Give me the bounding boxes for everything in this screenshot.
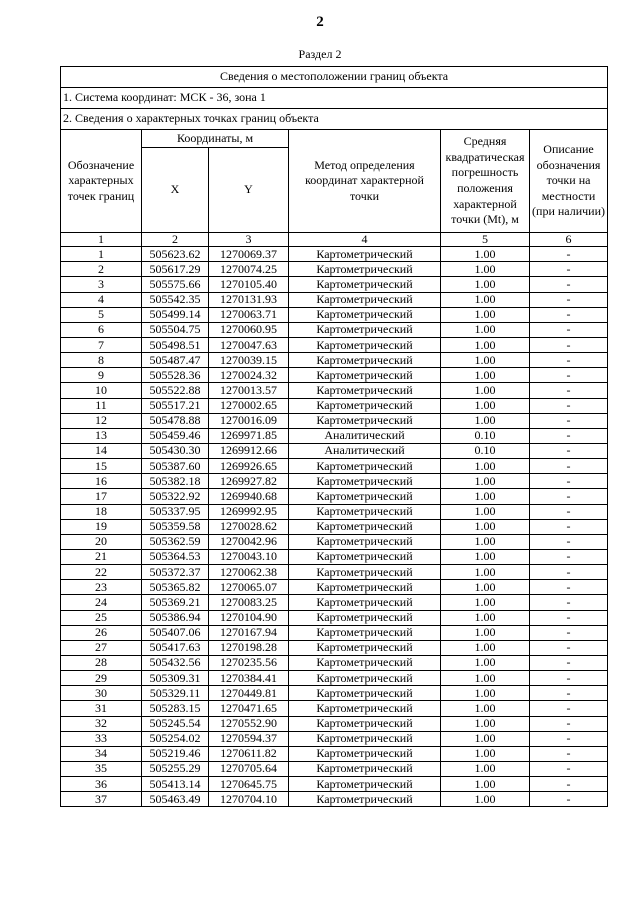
y-coordinate-cell: 1270083.25	[209, 595, 289, 610]
y-coordinate-cell: 1270002.65	[209, 398, 289, 413]
error-cell: 1.00	[441, 610, 530, 625]
method-cell: Картометрический	[289, 307, 441, 322]
point-number-cell: 20	[61, 534, 142, 549]
y-coordinate-cell: 1270611.82	[209, 746, 289, 761]
point-number-cell: 36	[61, 777, 142, 792]
table-row	[61, 777, 608, 792]
y-coordinate-cell: 1269992.95	[209, 504, 289, 519]
header-method: Метод определения координат характерной точки	[289, 130, 441, 233]
point-number-cell: 14	[61, 444, 142, 459]
method-cell: Картометрический	[289, 792, 441, 807]
error-cell: 1.00	[441, 277, 530, 292]
column-number: 1	[61, 233, 142, 247]
y-coordinate-cell: 1270449.81	[209, 686, 289, 701]
y-coordinate-cell: 1270060.95	[209, 322, 289, 337]
table-row	[61, 701, 608, 716]
point-number-cell: 27	[61, 640, 142, 655]
y-coordinate-cell: 1270042.96	[209, 534, 289, 549]
y-coordinate-cell: 1270471.65	[209, 701, 289, 716]
table-row	[61, 307, 608, 322]
x-coordinate-cell: 505364.53	[142, 550, 209, 565]
table-row	[61, 292, 608, 307]
description-cell: -	[530, 595, 608, 610]
x-coordinate-cell: 505255.29	[142, 761, 209, 776]
x-coordinate-cell: 505623.62	[142, 247, 209, 262]
description-cell: -	[530, 792, 608, 807]
description-cell: -	[530, 504, 608, 519]
point-number-cell: 34	[61, 746, 142, 761]
table-row	[61, 277, 608, 292]
method-cell: Картометрический	[289, 610, 441, 625]
table-row	[61, 580, 608, 595]
method-cell: Картометрический	[289, 671, 441, 686]
method-cell: Картометрический	[289, 368, 441, 383]
y-coordinate-cell: 1270105.40	[209, 277, 289, 292]
description-cell: -	[530, 489, 608, 504]
method-cell: Картометрический	[289, 565, 441, 580]
method-cell: Аналитический	[289, 444, 441, 459]
description-cell: -	[530, 368, 608, 383]
x-coordinate-cell: 505575.66	[142, 277, 209, 292]
table-row	[61, 716, 608, 731]
error-cell: 1.00	[441, 262, 530, 277]
error-cell: 1.00	[441, 353, 530, 368]
table-row	[61, 671, 608, 686]
error-cell: 1.00	[441, 640, 530, 655]
point-number-cell: 37	[61, 792, 142, 807]
table-row	[61, 550, 608, 565]
x-coordinate-cell: 505430.30	[142, 444, 209, 459]
error-cell: 1.00	[441, 550, 530, 565]
y-coordinate-cell: 1270063.71	[209, 307, 289, 322]
error-cell: 1.00	[441, 655, 530, 670]
description-cell: -	[530, 338, 608, 353]
point-number-cell: 16	[61, 474, 142, 489]
point-number-cell: 23	[61, 580, 142, 595]
method-cell: Картометрический	[289, 686, 441, 701]
point-number-cell: 17	[61, 489, 142, 504]
table-row	[61, 761, 608, 776]
x-coordinate-cell: 505432.56	[142, 655, 209, 670]
table-row	[61, 368, 608, 383]
y-coordinate-cell: 1269927.82	[209, 474, 289, 489]
description-cell: -	[530, 580, 608, 595]
x-coordinate-cell: 505254.02	[142, 731, 209, 746]
y-coordinate-cell: 1270074.25	[209, 262, 289, 277]
boundary-points-table	[60, 66, 608, 807]
y-coordinate-cell: 1269926.65	[209, 459, 289, 474]
description-cell: -	[530, 519, 608, 534]
method-cell: Картометрический	[289, 640, 441, 655]
table-row	[61, 746, 608, 761]
method-cell: Картометрический	[289, 504, 441, 519]
y-coordinate-cell: 1270062.38	[209, 565, 289, 580]
table-row	[61, 565, 608, 580]
error-cell: 1.00	[441, 459, 530, 474]
point-number-cell: 15	[61, 459, 142, 474]
x-coordinate-cell: 505542.35	[142, 292, 209, 307]
error-cell: 1.00	[441, 368, 530, 383]
column-number: 5	[441, 233, 530, 247]
y-coordinate-cell: 1270552.90	[209, 716, 289, 731]
error-cell: 1.00	[441, 686, 530, 701]
method-cell: Картометрический	[289, 398, 441, 413]
header-coordinates: Координаты, м	[142, 130, 289, 148]
method-cell: Картометрический	[289, 761, 441, 776]
table-row	[61, 640, 608, 655]
point-number-cell: 4	[61, 292, 142, 307]
description-cell: -	[530, 761, 608, 776]
description-cell: -	[530, 701, 608, 716]
method-cell: Картометрический	[289, 655, 441, 670]
column-number: 6	[530, 233, 608, 247]
x-coordinate-cell: 505329.11	[142, 686, 209, 701]
error-cell: 1.00	[441, 413, 530, 428]
x-coordinate-cell: 505463.49	[142, 792, 209, 807]
points-section-title: 2. Сведения о характерных точках границ объекта	[61, 109, 608, 130]
description-cell: -	[530, 474, 608, 489]
x-coordinate-cell: 505407.06	[142, 625, 209, 640]
column-number: 2	[142, 233, 209, 247]
point-number-cell: 31	[61, 701, 142, 716]
table-row	[61, 383, 608, 398]
error-cell: 1.00	[441, 761, 530, 776]
point-number-cell: 25	[61, 610, 142, 625]
y-coordinate-cell: 1270704.10	[209, 792, 289, 807]
header-y: Y	[209, 148, 289, 233]
x-coordinate-cell: 505498.51	[142, 338, 209, 353]
point-number-cell: 28	[61, 655, 142, 670]
x-coordinate-cell: 505309.31	[142, 671, 209, 686]
y-coordinate-cell: 1270104.90	[209, 610, 289, 625]
description-cell: -	[530, 322, 608, 337]
description-cell: -	[530, 671, 608, 686]
y-coordinate-cell: 1270024.32	[209, 368, 289, 383]
description-cell: -	[530, 610, 608, 625]
point-number-cell: 8	[61, 353, 142, 368]
point-number-cell: 18	[61, 504, 142, 519]
point-number-cell: 2	[61, 262, 142, 277]
point-number-cell: 24	[61, 595, 142, 610]
x-coordinate-cell: 505337.95	[142, 504, 209, 519]
point-number-cell: 30	[61, 686, 142, 701]
error-cell: 1.00	[441, 307, 530, 322]
error-cell: 1.00	[441, 565, 530, 580]
error-cell: 1.00	[441, 746, 530, 761]
table-body	[61, 247, 608, 807]
method-cell: Аналитический	[289, 428, 441, 443]
method-cell: Картометрический	[289, 413, 441, 428]
method-cell: Картометрический	[289, 474, 441, 489]
point-number-cell: 1	[61, 247, 142, 262]
table-row	[61, 444, 608, 459]
method-cell: Картометрический	[289, 595, 441, 610]
error-cell: 1.00	[441, 383, 530, 398]
y-coordinate-cell: 1270705.64	[209, 761, 289, 776]
description-cell: -	[530, 686, 608, 701]
x-coordinate-cell: 505219.46	[142, 746, 209, 761]
method-cell: Картометрический	[289, 716, 441, 731]
method-cell: Картометрический	[289, 262, 441, 277]
method-cell: Картометрический	[289, 292, 441, 307]
error-cell: 1.00	[441, 534, 530, 549]
column-number: 3	[209, 233, 289, 247]
header-point: Обозначение характерных точек границ	[61, 130, 142, 233]
x-coordinate-cell: 505283.15	[142, 701, 209, 716]
table-row	[61, 428, 608, 443]
method-cell: Картометрический	[289, 338, 441, 353]
table-row	[61, 398, 608, 413]
table-row	[61, 686, 608, 701]
description-cell: -	[530, 716, 608, 731]
table-row	[61, 413, 608, 428]
method-cell: Картометрический	[289, 534, 441, 549]
header-x: X	[142, 148, 209, 233]
y-coordinate-cell: 1269940.68	[209, 489, 289, 504]
method-cell: Картометрический	[289, 519, 441, 534]
point-number-cell: 35	[61, 761, 142, 776]
y-coordinate-cell: 1270065.07	[209, 580, 289, 595]
point-number-cell: 9	[61, 368, 142, 383]
error-cell: 1.00	[441, 580, 530, 595]
error-cell: 1.00	[441, 398, 530, 413]
table-row	[61, 474, 608, 489]
method-cell: Картометрический	[289, 383, 441, 398]
page-number: 2	[316, 14, 324, 30]
error-cell: 1.00	[441, 595, 530, 610]
x-coordinate-cell: 505459.46	[142, 428, 209, 443]
description-cell: -	[530, 550, 608, 565]
description-cell: -	[530, 444, 608, 459]
x-coordinate-cell: 505362.59	[142, 534, 209, 549]
error-cell: 1.00	[441, 701, 530, 716]
table-row	[61, 322, 608, 337]
point-number-cell: 6	[61, 322, 142, 337]
method-cell: Картометрический	[289, 580, 441, 595]
point-number-cell: 3	[61, 277, 142, 292]
point-number-cell: 26	[61, 625, 142, 640]
header-error: Средняя квадратическая погрешность положения характерной точки (Mt), м	[441, 130, 530, 233]
point-number-cell: 10	[61, 383, 142, 398]
method-cell: Картометрический	[289, 247, 441, 262]
x-coordinate-cell: 505387.60	[142, 459, 209, 474]
point-number-cell: 5	[61, 307, 142, 322]
point-number-cell: 21	[61, 550, 142, 565]
table-row	[61, 262, 608, 277]
x-coordinate-cell: 505517.21	[142, 398, 209, 413]
error-cell: 0.10	[441, 444, 530, 459]
table-row	[61, 338, 608, 353]
description-cell: -	[530, 277, 608, 292]
table-row	[61, 595, 608, 610]
method-cell: Картометрический	[289, 277, 441, 292]
y-coordinate-cell: 1270594.37	[209, 731, 289, 746]
coordinate-system: 1. Система координат: МСК - 36, зона 1	[61, 88, 608, 109]
x-coordinate-cell: 505386.94	[142, 610, 209, 625]
table-row	[61, 519, 608, 534]
description-cell: -	[530, 428, 608, 443]
description-cell: -	[530, 625, 608, 640]
error-cell: 1.00	[441, 731, 530, 746]
column-number: 4	[289, 233, 441, 247]
table-row	[61, 792, 608, 807]
point-number-cell: 11	[61, 398, 142, 413]
y-coordinate-cell: 1270043.10	[209, 550, 289, 565]
description-cell: -	[530, 247, 608, 262]
x-coordinate-cell: 505617.29	[142, 262, 209, 277]
error-cell: 1.00	[441, 792, 530, 807]
error-cell: 1.00	[441, 519, 530, 534]
description-cell: -	[530, 353, 608, 368]
table-row	[61, 655, 608, 670]
point-number-cell: 32	[61, 716, 142, 731]
point-number-cell: 33	[61, 731, 142, 746]
description-cell: -	[530, 262, 608, 277]
x-coordinate-cell: 505365.82	[142, 580, 209, 595]
table-row	[61, 353, 608, 368]
description-cell: -	[530, 383, 608, 398]
description-cell: -	[530, 413, 608, 428]
error-cell: 1.00	[441, 625, 530, 640]
table-row	[61, 625, 608, 640]
description-cell: -	[530, 292, 608, 307]
x-coordinate-cell: 505359.58	[142, 519, 209, 534]
y-coordinate-cell: 1270198.28	[209, 640, 289, 655]
method-cell: Картометрический	[289, 777, 441, 792]
x-coordinate-cell: 505478.88	[142, 413, 209, 428]
y-coordinate-cell: 1269971.85	[209, 428, 289, 443]
error-cell: 1.00	[441, 716, 530, 731]
method-cell: Картометрический	[289, 746, 441, 761]
method-cell: Картометрический	[289, 489, 441, 504]
point-number-cell: 19	[61, 519, 142, 534]
error-cell: 1.00	[441, 671, 530, 686]
y-coordinate-cell: 1270235.56	[209, 655, 289, 670]
method-cell: Картометрический	[289, 550, 441, 565]
x-coordinate-cell: 505245.54	[142, 716, 209, 731]
header-description: Описание обозначения точки на местности (при наличии)	[530, 130, 608, 233]
description-cell: -	[530, 459, 608, 474]
x-coordinate-cell: 505413.14	[142, 777, 209, 792]
method-cell: Картометрический	[289, 459, 441, 474]
x-coordinate-cell: 505322.92	[142, 489, 209, 504]
section-label: Раздел 2	[298, 47, 342, 61]
point-number-cell: 7	[61, 338, 142, 353]
y-coordinate-cell: 1270131.93	[209, 292, 289, 307]
x-coordinate-cell: 505487.47	[142, 353, 209, 368]
description-cell: -	[530, 307, 608, 322]
description-cell: -	[530, 731, 608, 746]
table-title: Сведения о местоположении границ объекта	[61, 67, 608, 88]
y-coordinate-cell: 1270384.41	[209, 671, 289, 686]
error-cell: 1.00	[441, 489, 530, 504]
y-coordinate-cell: 1270016.09	[209, 413, 289, 428]
x-coordinate-cell: 505372.37	[142, 565, 209, 580]
y-coordinate-cell: 1270167.94	[209, 625, 289, 640]
description-cell: -	[530, 398, 608, 413]
error-cell: 1.00	[441, 338, 530, 353]
error-cell: 1.00	[441, 292, 530, 307]
table-row	[61, 534, 608, 549]
x-coordinate-cell: 505522.88	[142, 383, 209, 398]
method-cell: Картометрический	[289, 701, 441, 716]
y-coordinate-cell: 1270645.75	[209, 777, 289, 792]
table-row	[61, 489, 608, 504]
y-coordinate-cell: 1270013.57	[209, 383, 289, 398]
description-cell: -	[530, 534, 608, 549]
error-cell: 1.00	[441, 504, 530, 519]
point-number-cell: 13	[61, 428, 142, 443]
error-cell: 1.00	[441, 322, 530, 337]
x-coordinate-cell: 505382.18	[142, 474, 209, 489]
table-row	[61, 504, 608, 519]
method-cell: Картометрический	[289, 731, 441, 746]
point-number-cell: 12	[61, 413, 142, 428]
x-coordinate-cell: 505369.21	[142, 595, 209, 610]
x-coordinate-cell: 505504.75	[142, 322, 209, 337]
y-coordinate-cell: 1270047.63	[209, 338, 289, 353]
point-number-cell: 22	[61, 565, 142, 580]
table-row	[61, 247, 608, 262]
table-row	[61, 459, 608, 474]
error-cell: 1.00	[441, 474, 530, 489]
description-cell: -	[530, 777, 608, 792]
description-cell: -	[530, 746, 608, 761]
x-coordinate-cell: 505528.36	[142, 368, 209, 383]
description-cell: -	[530, 655, 608, 670]
x-coordinate-cell: 505417.63	[142, 640, 209, 655]
x-coordinate-cell: 505499.14	[142, 307, 209, 322]
y-coordinate-cell: 1270039.15	[209, 353, 289, 368]
table-row	[61, 610, 608, 625]
error-cell: 0.10	[441, 428, 530, 443]
y-coordinate-cell: 1270069.37	[209, 247, 289, 262]
error-cell: 1.00	[441, 777, 530, 792]
table-row	[61, 731, 608, 746]
y-coordinate-cell: 1269912.66	[209, 444, 289, 459]
y-coordinate-cell: 1270028.62	[209, 519, 289, 534]
method-cell: Картометрический	[289, 625, 441, 640]
error-cell: 1.00	[441, 247, 530, 262]
method-cell: Картометрический	[289, 353, 441, 368]
description-cell: -	[530, 640, 608, 655]
point-number-cell: 29	[61, 671, 142, 686]
description-cell: -	[530, 565, 608, 580]
method-cell: Картометрический	[289, 322, 441, 337]
